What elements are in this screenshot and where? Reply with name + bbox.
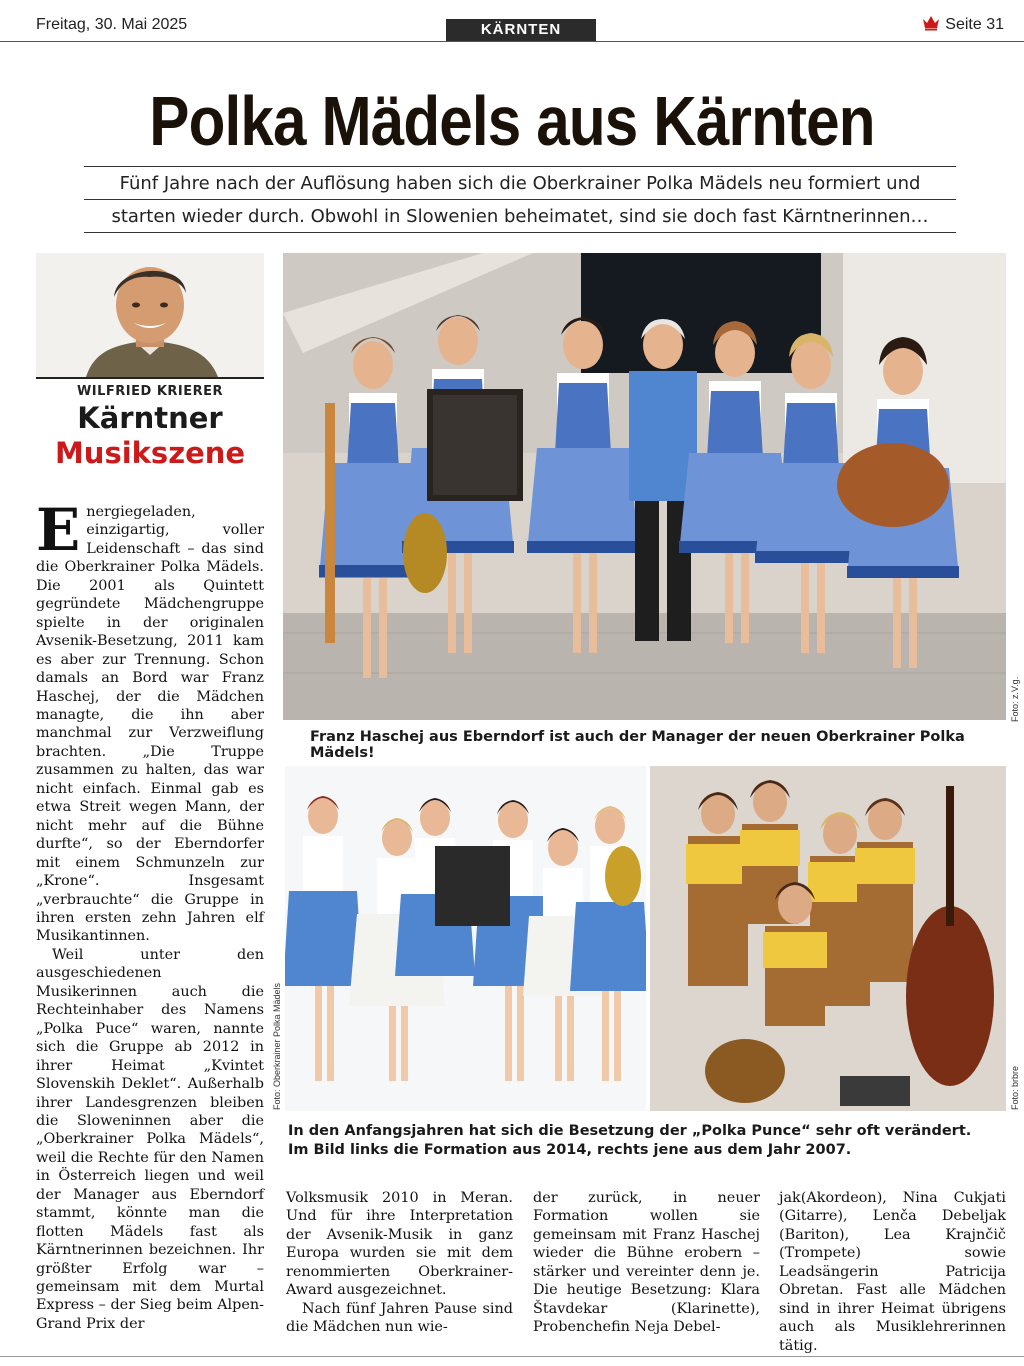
- deck-divider-bottom: [84, 232, 956, 233]
- photo-2014-credit: Foto: Oberkrainer Polka Mädels: [272, 982, 282, 1110]
- drop-cap: E: [36, 496, 81, 564]
- page-number: Seite 31: [945, 16, 1004, 33]
- crown-icon: [922, 15, 940, 31]
- author-portrait: [36, 253, 264, 377]
- article-column-2: [286, 1189, 513, 1337]
- article-paragraph-1: nergiegeladen, einzigartig, voller Leidenschaft – das sind die Oberkrainer Polka Mädels. Die 2001 als Quintett gegründete Mädchengruppe spielte in der originalen Avsenik-Besetzung, 2011 kam es aber zur Trennung. Schon damals an Bord war Franz Haschej, der die Mädchen managte, die ihn aber manchmal zur Verzweiflung brachten. „Die Truppe zusammen zu halten, das war nicht einfach. Einmal gab es etwa Streit wegen Mann, der nicht mehr auf die Bühne durfte“, so der Eberndorfer mit einem Schmunzeln zur „Krone“. Insgesamt „verbrauchte“ die Gruppe in ihren ersten zehn Jahren elf Musikantinnen.: [36, 504, 264, 945]
- article-paragraph-5: der zurück, in neuer Formation wollen sie gemeinsam mit Franz Haschej wieder die Bühne erobern – stärker und vereinter denn je. Die heutige Besetzung: Klara Štavdekar (Klarinette), Probenchefin Neja Debel-: [533, 1190, 760, 1336]
- small-photos-caption-line-1: In den Anfangsjahren hat sich die Besetzung der „Polka Punce“ sehr oft verändert.: [288, 1123, 972, 1139]
- small-photos-caption-line-2: Im Bild links die Formation aus 2014, rechts jene aus dem Jahr 2007.: [288, 1142, 852, 1158]
- column-title-line-1: Kärntner: [77, 401, 223, 435]
- footer-divider: [0, 1356, 1024, 1357]
- article-column-3: [533, 1189, 760, 1337]
- section-label: KÄRNTEN: [446, 19, 596, 41]
- deck-line-1: Fünf Jahre nach der Auflösung haben sich die Oberkrainer Polka Mädels neu formiert und: [119, 173, 921, 194]
- main-photo-band: [283, 253, 1006, 720]
- article-paragraph-6: jak(Akordeon), Nina Cukjati (Gitarre), Lenča Debeljak (Bariton), Lea Krajnčič (Trompete) sowie Leadsängerin Patricija Obretan. Fast alle Mädchen sind in ihrer Heimat übrigens auch als Musiklehrerinnen tätig.: [779, 1190, 1006, 1354]
- deck-line-2: starten wieder durch. Obwohl in Slowenien beheimatet, sind sie doch fast Kärntnerinnen…: [111, 206, 929, 227]
- article-column-1: [36, 496, 264, 1333]
- photo-formation-2007: [650, 766, 1006, 1111]
- article-paragraph-2: Weil unter den ausgeschiedenen Musikerinnen auch die Rechteinhaber des Namens „Polka Puce“ waren, nannte sich die Gruppe ab 2012 in ihrer Heimat „Kvintet Slovenskih Deklet“. Außerhalb ihrer Landesgrenzen bleiben die Sloweninnen aber die „Oberkrainer Polka Mädels“, weil die Rechte für den Namen in Österreich liegen und weil der Manager aus Eberndorf stammt, könnte man die flotten Mädels fast als Kärntnerinnen bezeichnen. Ihr größter Erfolg war – gemeinsam mit dem Murtal Express – der Sieg beim Alpen-Grand Prix der: [36, 946, 264, 1332]
- photo-formation-2014: [285, 766, 646, 1111]
- article-paragraph-3: Volksmusik 2010 in Meran. Und für ihre Interpretation der Avsenik-Musik in ganz Europa wurden sie mit dem renommierten Oberkrainer-Award ausgezeichnet.: [286, 1190, 513, 1299]
- deck-divider-middle: [84, 199, 956, 200]
- author-name: WILFRIED KRIERER: [76, 384, 224, 399]
- main-photo-caption: Franz Haschej aus Eberndorf ist auch der Manager der neuen Oberkrainer Polka Mädels!: [310, 729, 965, 761]
- headline: Polka Mädels aus Kärnten: [149, 82, 875, 160]
- deck-divider-top: [84, 166, 956, 167]
- header-divider: [0, 41, 1024, 42]
- main-photo-credit: Foto: z.V.g.: [1010, 676, 1020, 722]
- article-column-4: [779, 1189, 1006, 1355]
- photo-2007-credit: Foto: brbre: [1010, 1065, 1020, 1110]
- issue-date: Freitag, 30. Mai 2025: [36, 16, 188, 33]
- article-paragraph-4: Nach fünf Jahren Pause sind die Mädchen nun wie-: [286, 1300, 513, 1336]
- column-title-line-2: Musikszene: [54, 436, 246, 470]
- column-divider: [36, 377, 264, 379]
